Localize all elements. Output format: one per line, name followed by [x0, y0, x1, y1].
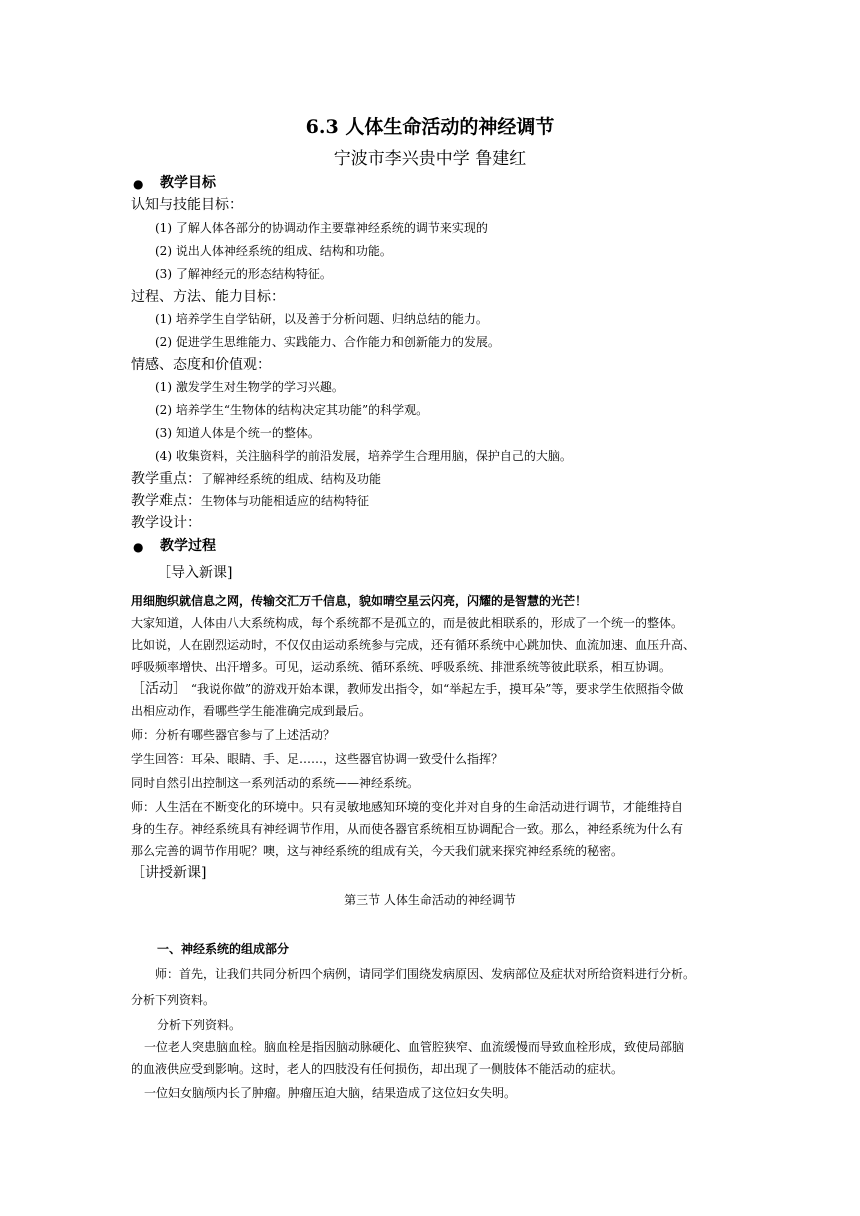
- teacher-intro: 师：首先，让我们共同分析四个病例，请同学们围绕发病原因、发病部位及症状对所给资料进行分析。: [155, 967, 696, 981]
- activity-label: ［活动］: [131, 681, 187, 697]
- list-item: (1) 培养学生自学钻研，以及善于分析问题、归纳总结的能力。: [155, 312, 488, 326]
- paragraph-line: 师：人生活在不断变化的环境中。只有灵敏地感知环境的变化并对自身的生命活动进行调节，才能维持自: [131, 800, 684, 814]
- key-point-line: [131, 472, 381, 486]
- section-heading-process: 教学过程: [160, 538, 216, 554]
- list-item: (2) 说出人体神经系统的组成、结构和功能。: [155, 244, 392, 258]
- difficulty-label: 教学难点：: [131, 493, 201, 509]
- lesson-title: 第三节 人体生命活动的神经调节: [344, 893, 516, 907]
- student-answer: 学生回答：耳朵、眼睛、手、足……，这些器官协调一致受什么指挥？: [131, 752, 504, 766]
- case-line: 的血液供应受到影响。这时，老人的四肢没有任何损伤，却出现了一侧肢体不能活动的症状。: [131, 1062, 624, 1076]
- cognition-label: 认知与技能目标：: [131, 197, 243, 213]
- case-line: 一位老人突患脑血栓。脑血栓是指因脑动脉硬化、血管腔狭窄、血流缓慢而导致血栓形成，致使局部脑: [144, 1040, 685, 1054]
- document-title: 6.3 人体生命活动的神经调节: [305, 116, 555, 138]
- list-item: (2) 培养学生“生物体的结构决定其功能”的科学观。: [155, 403, 429, 417]
- list-item: (1) 了解人体各部分的协调动作主要靠神经系统的调节来实现的: [155, 221, 488, 235]
- teacher-question: 师：分析有哪些器官参与了上述活动？: [131, 728, 336, 742]
- slogan: 用细胞织就信息之网，传输交汇万千信息，貌如晴空星云闪亮，闪耀的是智慧的光芒！: [131, 594, 588, 608]
- paragraph-line: 呼吸频率增快、出汗增多。可见，运动系统、循环系统、呼吸系统、排泄系统等彼此联系，相互协调。: [131, 660, 672, 674]
- paragraph-line: 那么完善的调节作用呢？噢，这与神经系统的组成有关，今天我们就来探究神经系统的秘密。: [131, 844, 624, 858]
- activity-line-2: 出相应动作，看哪些学生能准确完成到最后。: [131, 704, 372, 718]
- author-line: 宁波市李兴贵中学 鲁建红: [333, 149, 527, 169]
- paragraph-line: 身的生存。神经系统具有神经调节作用，从而使各器官系统相互协调配合一致。那么，神经系统为什么有: [131, 822, 684, 836]
- difficulty-text: 生物体与功能相适应的结构特征: [201, 494, 370, 508]
- analyze-line: 分析下列资料。: [157, 1018, 242, 1032]
- list-item: (3) 了解神经元的形态结构特征。: [155, 267, 332, 281]
- list-item: (3) 知道人体是个统一的整体。: [155, 426, 320, 440]
- activity-text: “我说你做”的游戏开始本课，教师发出指令，如“举起左手，摸耳朵”等，要求学生依照指令做: [190, 682, 684, 696]
- section-heading-goals: 教学目标: [160, 175, 216, 191]
- process-label: 过程、方法、能力目标：: [131, 289, 285, 305]
- bullet-icon: ●: [133, 177, 144, 191]
- list-item: (4) 收集资料，关注脑科学的前沿发展，培养学生合理用脑，保护自己的大脑。: [155, 449, 572, 463]
- difficulty-line: [131, 494, 369, 508]
- design-label: 教学设计：: [131, 515, 201, 531]
- case-line: 一位妇女脑颅内长了肿瘤。肿瘤压迫大脑，结果造成了这位妇女失明。: [144, 1086, 517, 1100]
- lead-in-line: 同时自然引出控制这一系列活动的系统——神经系统。: [131, 776, 420, 790]
- list-item: (1) 激发学生对生物学的学习兴趣。: [155, 380, 344, 394]
- key-point-label: 教学重点：: [131, 471, 201, 487]
- paragraph-line: 比如说，人在剧烈运动时，不仅仅由运动系统参与完成，还有循环系统中心跳加快、血流加速、血压升高、: [131, 638, 696, 652]
- key-point-text: 了解神经系统的组成、结构及功能: [201, 472, 382, 486]
- activity-line: [131, 682, 683, 696]
- new-lesson-heading: ［讲授新课]: [131, 865, 207, 881]
- emotion-label: 情感、态度和价值观：: [131, 357, 271, 373]
- paragraph-line: 大家知道，人体由八大系统构成，每个系统都不是孤立的，而是彼此相联系的，形成了一个统一的整体。: [131, 616, 684, 630]
- subsection-heading: 一、神经系统的组成部分: [157, 942, 290, 956]
- bullet-icon: ●: [133, 540, 144, 554]
- teacher-intro-cont: 分析下列资料。: [131, 993, 216, 1007]
- intro-heading: ［导入新课]: [157, 565, 233, 581]
- list-item: (2) 促进学生思维能力、实践能力、合作能力和创新能力的发展。: [155, 335, 500, 349]
